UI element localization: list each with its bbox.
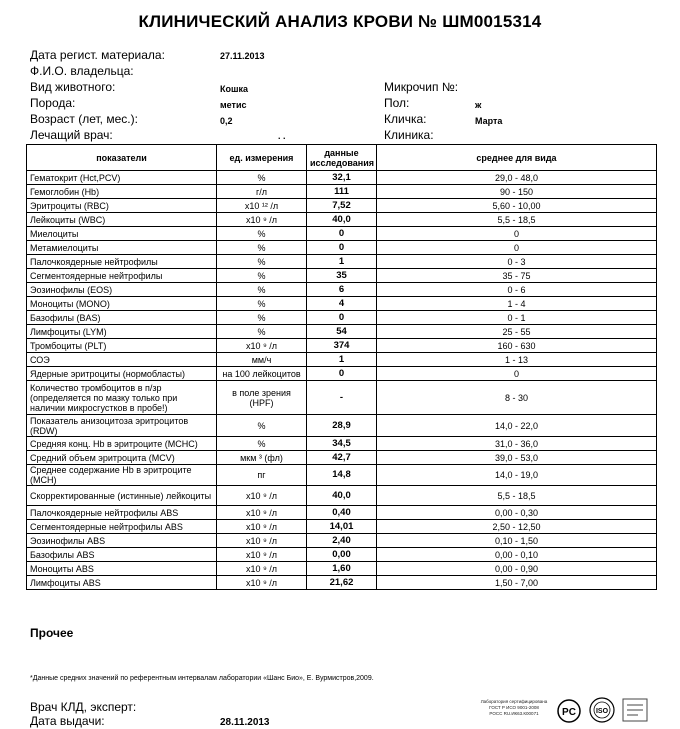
- svg-text:PC: PC: [562, 707, 576, 718]
- reference-cell: 0,10 - 1,50: [377, 534, 657, 548]
- unit-cell: x10 ⁹ /л: [217, 486, 307, 506]
- reference-cell: 160 - 630: [377, 339, 657, 353]
- table-row: [27, 311, 657, 325]
- unit-cell: x10 ⁹ /л: [217, 339, 307, 353]
- indicator-cell: Эритроциты (RBC): [27, 199, 217, 213]
- reference-cell: 90 - 150: [377, 185, 657, 199]
- certification-text: [464, 699, 564, 717]
- result-cell: 4: [307, 297, 377, 311]
- table-row: [27, 283, 657, 297]
- indicator-cell: Ядерные эритроциты (нормобласты): [27, 367, 217, 381]
- indicator-cell: Палочкоядерные нейтрофилы: [27, 255, 217, 269]
- unit-cell: %: [217, 437, 307, 451]
- table-row: [27, 353, 657, 367]
- cert-line-3: РОСС RU.ИК63.К00071: [489, 711, 539, 716]
- table-row: [27, 255, 657, 269]
- unit-cell: %: [217, 171, 307, 185]
- sex-label: Пол:: [384, 96, 410, 110]
- result-cell: 35: [307, 269, 377, 283]
- table-row: [27, 269, 657, 283]
- unit-cell: %: [217, 415, 307, 437]
- col-unit: ед. измерения: [217, 145, 307, 171]
- table-row: [27, 465, 657, 486]
- issue-date-label: Дата выдачи:: [30, 714, 105, 728]
- result-cell: 0: [307, 311, 377, 325]
- indicator-cell: Эозинофилы ABS: [27, 534, 217, 548]
- certificate-icon: [620, 696, 650, 729]
- reference-cell: 1,50 - 7,00: [377, 576, 657, 590]
- result-cell: 1: [307, 255, 377, 269]
- indicator-cell: Тромбоциты (PLT): [27, 339, 217, 353]
- reference-cell: 0: [377, 227, 657, 241]
- table-row: [27, 213, 657, 227]
- result-cell: 34,5: [307, 437, 377, 451]
- table-row: [27, 325, 657, 339]
- table-row: [27, 562, 657, 576]
- result-cell: 2,40: [307, 534, 377, 548]
- indicator-cell: Миелоциты: [27, 227, 217, 241]
- results-table: [26, 144, 657, 590]
- indicator-cell: Сегментоядерные нейтрофилы ABS: [27, 520, 217, 534]
- table-row: [27, 548, 657, 562]
- reference-cell: 0 - 3: [377, 255, 657, 269]
- table-row: [27, 576, 657, 590]
- reference-cell: 5,60 - 10,00: [377, 199, 657, 213]
- unit-cell: x10 ⁹ /л: [217, 506, 307, 520]
- reference-cell: 2,50 - 12,50: [377, 520, 657, 534]
- result-cell: 0,00: [307, 548, 377, 562]
- table-row: [27, 506, 657, 520]
- table-row: [27, 415, 657, 437]
- breed-label: Порода:: [30, 96, 76, 110]
- unit-cell: мкм ³ (фл): [217, 451, 307, 465]
- age-value: 0,2: [220, 116, 233, 126]
- indicator-cell: Метамиелоциты: [27, 241, 217, 255]
- footnote: *Данные средних значений по референтным интервалам лаборатории «Шанс Био», Е. Вурмистров,2009.: [30, 675, 374, 682]
- nickname-label: Кличка:: [384, 112, 427, 126]
- result-cell: 21,62: [307, 576, 377, 590]
- indicator-cell: Лимфоциты (LYM): [27, 325, 217, 339]
- result-cell: 6: [307, 283, 377, 297]
- unit-cell: мм/ч: [217, 353, 307, 367]
- unit-cell: x10 ⁹ /л: [217, 534, 307, 548]
- reg-date-row: [30, 48, 165, 62]
- unit-cell: %: [217, 283, 307, 297]
- unit-cell: x10 ⁹ /л: [217, 548, 307, 562]
- nickname-value: Марта: [475, 116, 503, 126]
- reference-cell: 8 - 30: [377, 381, 657, 415]
- table-row: [27, 339, 657, 353]
- indicator-cell: Количество тромбоцитов в п/зр (определяется по мазку только при наличии микросгустков в пробе!): [27, 381, 217, 415]
- indicator-cell: Лейкоциты (WBC): [27, 213, 217, 227]
- reference-cell: 0,00 - 0,90: [377, 562, 657, 576]
- chip-label: Микрочип №:: [384, 80, 459, 94]
- result-cell: 40,0: [307, 486, 377, 506]
- reference-cell: 5,5 - 18,5: [377, 213, 657, 227]
- unit-cell: x10 ¹² /л: [217, 199, 307, 213]
- reference-cell: 0,00 - 0,30: [377, 506, 657, 520]
- table-body: [27, 171, 657, 590]
- indicator-cell: СОЭ: [27, 353, 217, 367]
- result-cell: 0: [307, 241, 377, 255]
- owner-label: Ф.И.О. владельца:: [30, 64, 134, 78]
- table-row: [27, 451, 657, 465]
- indicator-cell: Палочкоядерные нейтрофилы ABS: [27, 506, 217, 520]
- result-cell: 374: [307, 339, 377, 353]
- unit-cell: %: [217, 269, 307, 283]
- reference-cell: 25 - 55: [377, 325, 657, 339]
- unit-cell: x10 ⁹ /л: [217, 520, 307, 534]
- result-cell: 54: [307, 325, 377, 339]
- table-row: [27, 520, 657, 534]
- result-cell: -: [307, 381, 377, 415]
- indicator-cell: Средний объем эритроцита (MCV): [27, 451, 217, 465]
- unit-cell: г/л: [217, 185, 307, 199]
- reference-cell: 1 - 4: [377, 297, 657, 311]
- reference-cell: 35 - 75: [377, 269, 657, 283]
- col-indicator: показатели: [27, 145, 217, 171]
- table-row: [27, 227, 657, 241]
- table-row: [27, 241, 657, 255]
- doctor-label: Врач КЛД, эксперт:: [30, 700, 137, 714]
- result-cell: 40,0: [307, 213, 377, 227]
- cert-line-1: Лаборатория сертифицирована: [480, 699, 548, 704]
- reference-cell: 31,0 - 36,0: [377, 437, 657, 451]
- reference-cell: 0,00 - 0,10: [377, 548, 657, 562]
- reference-cell: 14,0 - 22,0: [377, 415, 657, 437]
- result-cell: 7,52: [307, 199, 377, 213]
- unit-cell: %: [217, 255, 307, 269]
- unit-cell: пг: [217, 465, 307, 486]
- indicator-cell: Моноциты ABS: [27, 562, 217, 576]
- clinic-label: Клиника:: [384, 128, 434, 142]
- other-label: Прочее: [30, 626, 74, 640]
- table-row: [27, 171, 657, 185]
- table-row: [27, 381, 657, 415]
- vet-value: . .: [278, 131, 286, 141]
- table-row: [27, 486, 657, 506]
- sex-value: ж: [475, 100, 482, 110]
- unit-cell: x10 ⁹ /л: [217, 576, 307, 590]
- reference-cell: 14,0 - 19,0: [377, 465, 657, 486]
- indicator-cell: Лимфоциты ABS: [27, 576, 217, 590]
- reference-cell: 0 - 1: [377, 311, 657, 325]
- indicator-cell: Базофилы ABS: [27, 548, 217, 562]
- indicator-cell: Базофилы (BAS): [27, 311, 217, 325]
- indicator-cell: Эозинофилы (EOS): [27, 283, 217, 297]
- result-cell: 14,01: [307, 520, 377, 534]
- table-row: [27, 185, 657, 199]
- reference-cell: 0 - 6: [377, 283, 657, 297]
- unit-cell: %: [217, 311, 307, 325]
- vet-label: Лечащий врач:: [30, 128, 113, 142]
- unit-cell: в поле зрения (HPF): [217, 381, 307, 415]
- species-value: Кошка: [220, 84, 249, 94]
- breed-value: метис: [220, 100, 247, 110]
- result-cell: 111: [307, 185, 377, 199]
- reference-cell: 39,0 - 53,0: [377, 451, 657, 465]
- indicator-cell: Средняя конц. Hb в эритроците (MCHC): [27, 437, 217, 451]
- reference-cell: 29,0 - 48,0: [377, 171, 657, 185]
- indicator-cell: Сегментоядерные нейтрофилы: [27, 269, 217, 283]
- table-row: [27, 367, 657, 381]
- table-row: [27, 437, 657, 451]
- table-header-row: [27, 145, 657, 171]
- reg-date-label: Дата регист. материала:: [30, 48, 165, 62]
- result-cell: 0: [307, 227, 377, 241]
- result-cell: 32,1: [307, 171, 377, 185]
- indicator-cell: Показатель анизоцитоза эритроцитов (RDW): [27, 415, 217, 437]
- result-cell: 1: [307, 353, 377, 367]
- table-row: [27, 297, 657, 311]
- age-label: Возраст (лет, мес.):: [30, 112, 138, 126]
- unit-cell: %: [217, 241, 307, 255]
- indicator-cell: Гемоглобин (Hb): [27, 185, 217, 199]
- result-cell: 0: [307, 367, 377, 381]
- unit-cell: на 100 лейкоцитов: [217, 367, 307, 381]
- iso-seal-icon: [588, 696, 616, 729]
- rst-mark-icon: [556, 698, 582, 729]
- indicator-cell: Гематокрит (Hct,PCV): [27, 171, 217, 185]
- reference-cell: 0: [377, 367, 657, 381]
- unit-cell: x10 ⁹ /л: [217, 213, 307, 227]
- result-cell: 42,7: [307, 451, 377, 465]
- indicator-cell: Моноциты (MONO): [27, 297, 217, 311]
- reference-cell: 5,5 - 18,5: [377, 486, 657, 506]
- col-ref: среднее для вида: [377, 145, 657, 171]
- unit-cell: %: [217, 297, 307, 311]
- issue-date-value: 28.11.2013: [220, 717, 270, 728]
- result-cell: 1,60: [307, 562, 377, 576]
- unit-cell: %: [217, 325, 307, 339]
- unit-cell: x10 ⁹ /л: [217, 562, 307, 576]
- reference-cell: 1 - 13: [377, 353, 657, 367]
- page-title: КЛИНИЧЕСКИЙ АНАЛИЗ КРОВИ № ШМ0015314: [138, 12, 542, 31]
- species-label: Вид животного:: [30, 80, 116, 94]
- indicator-cell: Среднее содержание Hb в эритроците (MCH): [27, 465, 217, 486]
- svg-text:ISO: ISO: [595, 708, 609, 715]
- reg-date-value: 27.11.2013: [220, 51, 265, 61]
- indicator-cell: Скорректированные (истинные) лейкоциты: [27, 486, 217, 506]
- reference-cell: 0: [377, 241, 657, 255]
- result-cell: 0,40: [307, 506, 377, 520]
- col-result: данные исследования: [307, 145, 377, 171]
- result-cell: 14,8: [307, 465, 377, 486]
- unit-cell: %: [217, 227, 307, 241]
- table-row: [27, 534, 657, 548]
- table-row: [27, 199, 657, 213]
- cert-line-2: ГОСТ Р ИСО 9001-2008: [489, 705, 539, 710]
- result-cell: 28,9: [307, 415, 377, 437]
